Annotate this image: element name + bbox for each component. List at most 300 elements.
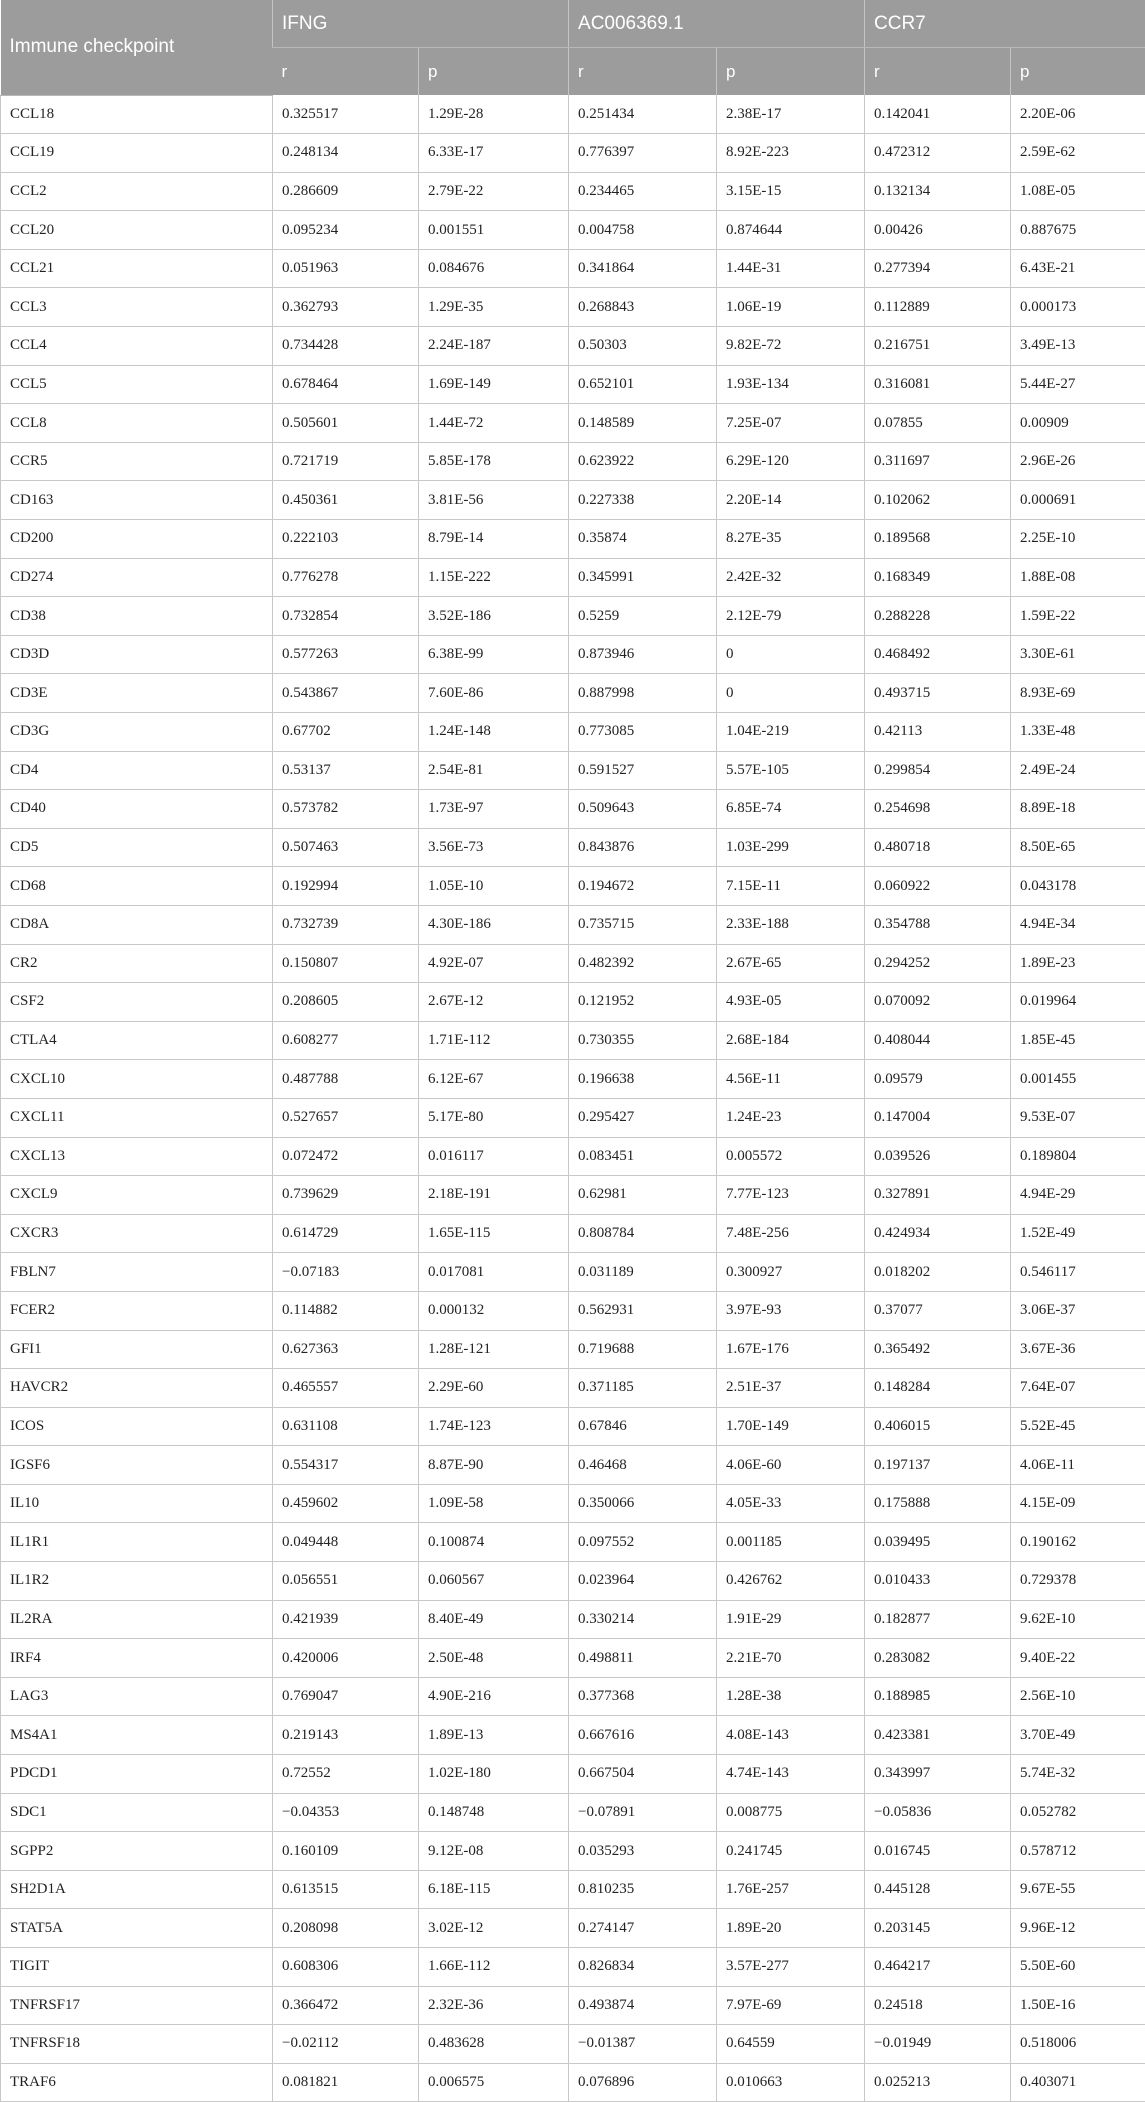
ccr7-p-cell: 6.43E-21	[1011, 249, 1145, 288]
ccr7-r-cell: 0.283082	[865, 1639, 1011, 1678]
ccr7-r-cell: 0.102062	[865, 481, 1011, 520]
ccr7-p-cell: 2.49E-24	[1011, 751, 1145, 790]
ifng-p-cell: 0.060567	[419, 1562, 569, 1601]
ccr7-r-cell: 0.018202	[865, 1253, 1011, 1292]
table-row	[1, 1562, 1145, 1601]
ifng-p-cell: 1.65E-115	[419, 1214, 569, 1253]
ac006369-p-cell: 9.82E-72	[717, 327, 865, 366]
ac006369-p-cell: 0.426762	[717, 1562, 865, 1601]
ac006369-p-cell: 6.85E-74	[717, 790, 865, 829]
ifng-p-cell: 3.81E-56	[419, 481, 569, 520]
table-body	[1, 95, 1145, 2102]
gene-name-cell: CD38	[1, 597, 273, 636]
ccr7-p-cell: 4.06E-11	[1011, 1446, 1145, 1485]
ac006369-p-cell: 2.51E-37	[717, 1369, 865, 1408]
ccr7-r-cell: 0.00426	[865, 211, 1011, 250]
ifng-r-cell: 0.366472	[273, 1986, 419, 2025]
gene-name-cell: CD68	[1, 867, 273, 906]
ifng-p-cell: 0.006575	[419, 2063, 569, 2102]
ccr7-p-cell: 0.578712	[1011, 1832, 1145, 1871]
table-row	[1, 2025, 1145, 2064]
ccr7-p-cell: 0.518006	[1011, 2025, 1145, 2064]
ifng-r-cell: 0.554317	[273, 1446, 419, 1485]
table-row	[1, 211, 1145, 250]
ac006369-r-cell: 0.076896	[569, 2063, 717, 2102]
subheader-r: r	[865, 48, 1011, 96]
ac006369-r-cell: 0.843876	[569, 828, 717, 867]
ac006369-r-cell: 0.46468	[569, 1446, 717, 1485]
ifng-p-cell: 1.71E-112	[419, 1021, 569, 1060]
table-row	[1, 1639, 1145, 1678]
ac006369-p-cell: 0.64559	[717, 2025, 865, 2064]
ac006369-p-cell: 1.44E-31	[717, 249, 865, 288]
ccr7-r-cell: 0.343997	[865, 1755, 1011, 1794]
ccr7-p-cell: 1.88E-08	[1011, 558, 1145, 597]
ifng-r-cell: 0.208098	[273, 1909, 419, 1948]
ac006369-p-cell: 1.03E-299	[717, 828, 865, 867]
ccr7-p-cell: 0.001455	[1011, 1060, 1145, 1099]
ac006369-r-cell: 0.121952	[569, 983, 717, 1022]
gene-name-cell: FCER2	[1, 1291, 273, 1330]
ifng-r-cell: 0.362793	[273, 288, 419, 327]
table-row	[1, 674, 1145, 713]
ifng-p-cell: 0.017081	[419, 1253, 569, 1292]
ifng-p-cell: 1.44E-72	[419, 404, 569, 443]
table-row	[1, 867, 1145, 906]
gene-name-cell: IGSF6	[1, 1446, 273, 1485]
table-row	[1, 1407, 1145, 1446]
gene-name-cell: TRAF6	[1, 2063, 273, 2102]
ifng-p-cell: 8.79E-14	[419, 520, 569, 559]
gene-name-cell: CD200	[1, 520, 273, 559]
table-row	[1, 1948, 1145, 1987]
ccr7-r-cell: 0.424934	[865, 1214, 1011, 1253]
ifng-r-cell: 0.286609	[273, 172, 419, 211]
ccr7-r-cell: 0.316081	[865, 365, 1011, 404]
ccr7-p-cell: 2.25E-10	[1011, 520, 1145, 559]
table-row	[1, 1716, 1145, 1755]
ccr7-r-cell: −0.01949	[865, 2025, 1011, 2064]
ac006369-p-cell: 2.68E-184	[717, 1021, 865, 1060]
ccr7-r-cell: 0.07855	[865, 404, 1011, 443]
gene-name-cell: CXCR3	[1, 1214, 273, 1253]
ac006369-p-cell: 1.28E-38	[717, 1677, 865, 1716]
ccr7-r-cell: 0.060922	[865, 867, 1011, 906]
ac006369-p-cell: 1.67E-176	[717, 1330, 865, 1369]
gene-name-cell: GFI1	[1, 1330, 273, 1369]
ac006369-r-cell: 0.776397	[569, 134, 717, 173]
ac006369-r-cell: 0.345991	[569, 558, 717, 597]
table-row	[1, 713, 1145, 752]
table-row	[1, 1098, 1145, 1137]
ac006369-p-cell: 2.20E-14	[717, 481, 865, 520]
ccr7-p-cell: 8.50E-65	[1011, 828, 1145, 867]
gene-name-cell: TNFRSF18	[1, 2025, 273, 2064]
table-row	[1, 828, 1145, 867]
table-row	[1, 172, 1145, 211]
ccr7-r-cell: 0.168349	[865, 558, 1011, 597]
gene-name-cell: IL1R2	[1, 1562, 273, 1601]
ifng-r-cell: 0.721719	[273, 442, 419, 481]
ac006369-p-cell: 1.91E-29	[717, 1600, 865, 1639]
ac006369-p-cell: 0.005572	[717, 1137, 865, 1176]
ccr7-r-cell: 0.480718	[865, 828, 1011, 867]
ifng-r-cell: 0.614729	[273, 1214, 419, 1253]
ac006369-p-cell: 0	[717, 635, 865, 674]
ccr7-r-cell: 0.37077	[865, 1291, 1011, 1330]
gene-name-cell: FBLN7	[1, 1253, 273, 1292]
ac006369-r-cell: 0.773085	[569, 713, 717, 752]
ifng-p-cell: 3.02E-12	[419, 1909, 569, 1948]
header-immune-checkpoint: Immune checkpoint	[1, 0, 273, 95]
ac006369-p-cell: 1.24E-23	[717, 1098, 865, 1137]
ifng-p-cell: 1.66E-112	[419, 1948, 569, 1987]
ac006369-p-cell: 6.29E-120	[717, 442, 865, 481]
ccr7-p-cell: 4.94E-34	[1011, 905, 1145, 944]
ifng-r-cell: 0.739629	[273, 1176, 419, 1215]
ifng-p-cell: 1.69E-149	[419, 365, 569, 404]
ifng-p-cell: 5.17E-80	[419, 1098, 569, 1137]
table-row	[1, 751, 1145, 790]
ifng-p-cell: 2.79E-22	[419, 172, 569, 211]
ccr7-r-cell: 0.365492	[865, 1330, 1011, 1369]
ac006369-r-cell: 0.498811	[569, 1639, 717, 1678]
ifng-r-cell: 0.543867	[273, 674, 419, 713]
table-row	[1, 1909, 1145, 1948]
table-row	[1, 1137, 1145, 1176]
table-row	[1, 442, 1145, 481]
ccr7-r-cell: 0.408044	[865, 1021, 1011, 1060]
ccr7-p-cell: 5.74E-32	[1011, 1755, 1145, 1794]
ac006369-r-cell: −0.01387	[569, 2025, 717, 2064]
ifng-r-cell: 0.160109	[273, 1832, 419, 1871]
table-row	[1, 1986, 1145, 2025]
ac006369-r-cell: 0.35874	[569, 520, 717, 559]
ccr7-r-cell: 0.277394	[865, 249, 1011, 288]
ac006369-p-cell: 1.89E-20	[717, 1909, 865, 1948]
ccr7-p-cell: 2.96E-26	[1011, 442, 1145, 481]
ccr7-p-cell: 0.000173	[1011, 288, 1145, 327]
ac006369-r-cell: 0.509643	[569, 790, 717, 829]
table-row	[1, 327, 1145, 366]
gene-name-cell: CCL8	[1, 404, 273, 443]
ccr7-p-cell: 3.49E-13	[1011, 327, 1145, 366]
table-row	[1, 1484, 1145, 1523]
ccr7-p-cell: 0.546117	[1011, 1253, 1145, 1292]
ifng-p-cell: 6.33E-17	[419, 134, 569, 173]
ac006369-r-cell: 0.097552	[569, 1523, 717, 1562]
ifng-r-cell: 0.208605	[273, 983, 419, 1022]
ccr7-r-cell: 0.299854	[865, 751, 1011, 790]
table-row	[1, 1253, 1145, 1292]
ac006369-p-cell: 0.008775	[717, 1793, 865, 1832]
gene-name-cell: CD3G	[1, 713, 273, 752]
ifng-p-cell: 4.30E-186	[419, 905, 569, 944]
ifng-r-cell: 0.67702	[273, 713, 419, 752]
ac006369-r-cell: 0.274147	[569, 1909, 717, 1948]
ccr7-r-cell: 0.148284	[865, 1369, 1011, 1408]
ccr7-r-cell: 0.132134	[865, 172, 1011, 211]
gene-name-cell: CD8A	[1, 905, 273, 944]
ccr7-r-cell: 0.197137	[865, 1446, 1011, 1485]
ifng-p-cell: 1.09E-58	[419, 1484, 569, 1523]
subheader-r: r	[569, 48, 717, 96]
gene-name-cell: CTLA4	[1, 1021, 273, 1060]
ac006369-r-cell: 0.5259	[569, 597, 717, 636]
ccr7-p-cell: 1.33E-48	[1011, 713, 1145, 752]
ccr7-p-cell: 4.15E-09	[1011, 1484, 1145, 1523]
ifng-r-cell: 0.608277	[273, 1021, 419, 1060]
ifng-r-cell: 0.608306	[273, 1948, 419, 1987]
ccr7-r-cell: 0.203145	[865, 1909, 1011, 1948]
ifng-r-cell: 0.72552	[273, 1755, 419, 1794]
table-header	[1, 0, 1145, 95]
ac006369-r-cell: 0.377368	[569, 1677, 717, 1716]
gene-name-cell: CD3D	[1, 635, 273, 674]
ccr7-p-cell: 1.08E-05	[1011, 172, 1145, 211]
ac006369-r-cell: 0.623922	[569, 442, 717, 481]
ccr7-r-cell: 0.311697	[865, 442, 1011, 481]
ccr7-r-cell: 0.464217	[865, 1948, 1011, 1987]
ifng-p-cell: 2.50E-48	[419, 1639, 569, 1678]
ccr7-r-cell: 0.039495	[865, 1523, 1011, 1562]
ccr7-p-cell: 3.70E-49	[1011, 1716, 1145, 1755]
ccr7-r-cell: 0.09579	[865, 1060, 1011, 1099]
ccr7-r-cell: 0.010433	[865, 1562, 1011, 1601]
ifng-p-cell: 8.40E-49	[419, 1600, 569, 1639]
ifng-r-cell: 0.577263	[273, 635, 419, 674]
table-row	[1, 1446, 1145, 1485]
ac006369-r-cell: 0.295427	[569, 1098, 717, 1137]
ccr7-p-cell: 0.043178	[1011, 867, 1145, 906]
ifng-r-cell: −0.04353	[273, 1793, 419, 1832]
ac006369-r-cell: 0.035293	[569, 1832, 717, 1871]
table-row	[1, 1369, 1145, 1408]
ac006369-p-cell: 4.74E-143	[717, 1755, 865, 1794]
ifng-r-cell: 0.072472	[273, 1137, 419, 1176]
gene-name-cell: SDC1	[1, 1793, 273, 1832]
ccr7-p-cell: 8.89E-18	[1011, 790, 1145, 829]
ifng-r-cell: 0.573782	[273, 790, 419, 829]
gene-name-cell: STAT5A	[1, 1909, 273, 1948]
ccr7-r-cell: 0.189568	[865, 520, 1011, 559]
ccr7-p-cell: 0.019964	[1011, 983, 1145, 1022]
gene-name-cell: CD3E	[1, 674, 273, 713]
ifng-r-cell: 0.051963	[273, 249, 419, 288]
gene-name-cell: IL2RA	[1, 1600, 273, 1639]
ccr7-p-cell: 1.50E-16	[1011, 1986, 1145, 2025]
table-row	[1, 1176, 1145, 1215]
ifng-p-cell: 0.000132	[419, 1291, 569, 1330]
gene-name-cell: CCL21	[1, 249, 273, 288]
ac006369-p-cell: 7.97E-69	[717, 1986, 865, 2025]
ccr7-r-cell: 0.24518	[865, 1986, 1011, 2025]
header-group-ac006369: AC006369.1	[569, 0, 865, 48]
gene-name-cell: IRF4	[1, 1639, 273, 1678]
ac006369-r-cell: 0.67846	[569, 1407, 717, 1446]
ac006369-p-cell: 0.874644	[717, 211, 865, 250]
ifng-p-cell: 4.92E-07	[419, 944, 569, 983]
ifng-r-cell: 0.248134	[273, 134, 419, 173]
ifng-r-cell: 0.505601	[273, 404, 419, 443]
ifng-r-cell: 0.420006	[273, 1639, 419, 1678]
table-row	[1, 520, 1145, 559]
ifng-p-cell: 1.24E-148	[419, 713, 569, 752]
ifng-r-cell: 0.734428	[273, 327, 419, 366]
ccr7-r-cell: −0.05836	[865, 1793, 1011, 1832]
table-row	[1, 95, 1145, 134]
ac006369-r-cell: 0.234465	[569, 172, 717, 211]
ac006369-p-cell: 4.06E-60	[717, 1446, 865, 1485]
ccr7-p-cell: 5.44E-27	[1011, 365, 1145, 404]
gene-name-cell: IL1R1	[1, 1523, 273, 1562]
ac006369-r-cell: 0.810235	[569, 1870, 717, 1909]
ifng-r-cell: −0.07183	[273, 1253, 419, 1292]
table-row	[1, 1523, 1145, 1562]
ccr7-r-cell: 0.025213	[865, 2063, 1011, 2102]
ac006369-r-cell: 0.826834	[569, 1948, 717, 1987]
ifng-r-cell: 0.776278	[273, 558, 419, 597]
gene-name-cell: HAVCR2	[1, 1369, 273, 1408]
ccr7-r-cell: 0.354788	[865, 905, 1011, 944]
ifng-p-cell: 2.67E-12	[419, 983, 569, 1022]
ac006369-p-cell: 2.38E-17	[717, 95, 865, 134]
header-group-ifng: IFNG	[273, 0, 569, 48]
ccr7-r-cell: 0.147004	[865, 1098, 1011, 1137]
table-row	[1, 1060, 1145, 1099]
ifng-p-cell: 1.05E-10	[419, 867, 569, 906]
ifng-p-cell: 2.54E-81	[419, 751, 569, 790]
ccr7-p-cell: 2.59E-62	[1011, 134, 1145, 173]
ac006369-p-cell: 1.70E-149	[717, 1407, 865, 1446]
ccr7-p-cell: 1.52E-49	[1011, 1214, 1145, 1253]
ac006369-r-cell: 0.808784	[569, 1214, 717, 1253]
gene-name-cell: CD163	[1, 481, 273, 520]
table-row	[1, 597, 1145, 636]
table-row	[1, 134, 1145, 173]
ifng-r-cell: 0.465557	[273, 1369, 419, 1408]
ccr7-p-cell: 0.729378	[1011, 1562, 1145, 1601]
ac006369-p-cell: 4.08E-143	[717, 1716, 865, 1755]
ccr7-p-cell: 3.30E-61	[1011, 635, 1145, 674]
ifng-r-cell: 0.114882	[273, 1291, 419, 1330]
ifng-p-cell: 0.016117	[419, 1137, 569, 1176]
ccr7-r-cell: 0.112889	[865, 288, 1011, 327]
gene-name-cell: CCL2	[1, 172, 273, 211]
ccr7-r-cell: 0.070092	[865, 983, 1011, 1022]
gene-name-cell: CXCL9	[1, 1176, 273, 1215]
gene-name-cell: SH2D1A	[1, 1870, 273, 1909]
ac006369-r-cell: 0.667616	[569, 1716, 717, 1755]
subheader-p: p	[1011, 48, 1145, 96]
ac006369-p-cell: 7.48E-256	[717, 1214, 865, 1253]
gene-name-cell: CXCL11	[1, 1098, 273, 1137]
ac006369-p-cell: 2.33E-188	[717, 905, 865, 944]
table-row	[1, 288, 1145, 327]
ccr7-p-cell: 8.93E-69	[1011, 674, 1145, 713]
ifng-p-cell: 1.29E-28	[419, 95, 569, 134]
ccr7-r-cell: 0.254698	[865, 790, 1011, 829]
ccr7-r-cell: 0.016745	[865, 1832, 1011, 1871]
table-row	[1, 1214, 1145, 1253]
ifng-p-cell: 5.85E-178	[419, 442, 569, 481]
ac006369-p-cell: 7.25E-07	[717, 404, 865, 443]
ac006369-p-cell: 1.06E-19	[717, 288, 865, 327]
ifng-p-cell: 1.02E-180	[419, 1755, 569, 1794]
ccr7-r-cell: 0.039526	[865, 1137, 1011, 1176]
table-row	[1, 790, 1145, 829]
ccr7-p-cell: 0.000691	[1011, 481, 1145, 520]
ifng-r-cell: 0.487788	[273, 1060, 419, 1099]
ccr7-p-cell: 9.67E-55	[1011, 1870, 1145, 1909]
ifng-p-cell: 0.483628	[419, 2025, 569, 2064]
gene-name-cell: CCL3	[1, 288, 273, 327]
subheader-p: p	[419, 48, 569, 96]
ifng-r-cell: 0.222103	[273, 520, 419, 559]
ccr7-p-cell: 9.40E-22	[1011, 1639, 1145, 1678]
gene-name-cell: CSF2	[1, 983, 273, 1022]
ac006369-r-cell: 0.62981	[569, 1176, 717, 1215]
table-row	[1, 481, 1145, 520]
gene-name-cell: PDCD1	[1, 1755, 273, 1794]
ac006369-p-cell: 2.67E-65	[717, 944, 865, 983]
ccr7-r-cell: 0.42113	[865, 713, 1011, 752]
ifng-r-cell: 0.613515	[273, 1870, 419, 1909]
ac006369-p-cell: 0.241745	[717, 1832, 865, 1871]
ifng-p-cell: 2.32E-36	[419, 1986, 569, 2025]
ac006369-p-cell: 3.57E-277	[717, 1948, 865, 1987]
ifng-p-cell: 7.60E-86	[419, 674, 569, 713]
ac006369-r-cell: 0.887998	[569, 674, 717, 713]
ifng-p-cell: 1.74E-123	[419, 1407, 569, 1446]
ccr7-p-cell: 0.403071	[1011, 2063, 1145, 2102]
ac006369-p-cell: 0.010663	[717, 2063, 865, 2102]
ac006369-p-cell: 1.04E-219	[717, 713, 865, 752]
ac006369-r-cell: 0.031189	[569, 1253, 717, 1292]
ac006369-r-cell: 0.341864	[569, 249, 717, 288]
ifng-p-cell: 4.90E-216	[419, 1677, 569, 1716]
gene-name-cell: ICOS	[1, 1407, 273, 1446]
ifng-p-cell: 2.29E-60	[419, 1369, 569, 1408]
ac006369-r-cell: 0.023964	[569, 1562, 717, 1601]
ac006369-p-cell: 2.21E-70	[717, 1639, 865, 1678]
table-row	[1, 1755, 1145, 1794]
table-row	[1, 558, 1145, 597]
ccr7-r-cell: 0.406015	[865, 1407, 1011, 1446]
ifng-r-cell: 0.056551	[273, 1562, 419, 1601]
ac006369-r-cell: 0.667504	[569, 1755, 717, 1794]
ccr7-r-cell: 0.468492	[865, 635, 1011, 674]
gene-name-cell: TIGIT	[1, 1948, 273, 1987]
ifng-r-cell: 0.081821	[273, 2063, 419, 2102]
ifng-r-cell: 0.192994	[273, 867, 419, 906]
ifng-p-cell: 6.18E-115	[419, 1870, 569, 1909]
table-row	[1, 1291, 1145, 1330]
ifng-r-cell: 0.459602	[273, 1484, 419, 1523]
ccr7-p-cell: 2.56E-10	[1011, 1677, 1145, 1716]
table-row	[1, 365, 1145, 404]
ifng-p-cell: 1.28E-121	[419, 1330, 569, 1369]
ccr7-r-cell: 0.294252	[865, 944, 1011, 983]
ifng-p-cell: 0.084676	[419, 249, 569, 288]
ccr7-p-cell: 0.189804	[1011, 1137, 1145, 1176]
ifng-p-cell: 1.29E-35	[419, 288, 569, 327]
ac006369-r-cell: 0.083451	[569, 1137, 717, 1176]
ccr7-p-cell: 1.59E-22	[1011, 597, 1145, 636]
ac006369-r-cell: 0.148589	[569, 404, 717, 443]
ccr7-r-cell: 0.175888	[865, 1484, 1011, 1523]
ac006369-p-cell: 5.57E-105	[717, 751, 865, 790]
